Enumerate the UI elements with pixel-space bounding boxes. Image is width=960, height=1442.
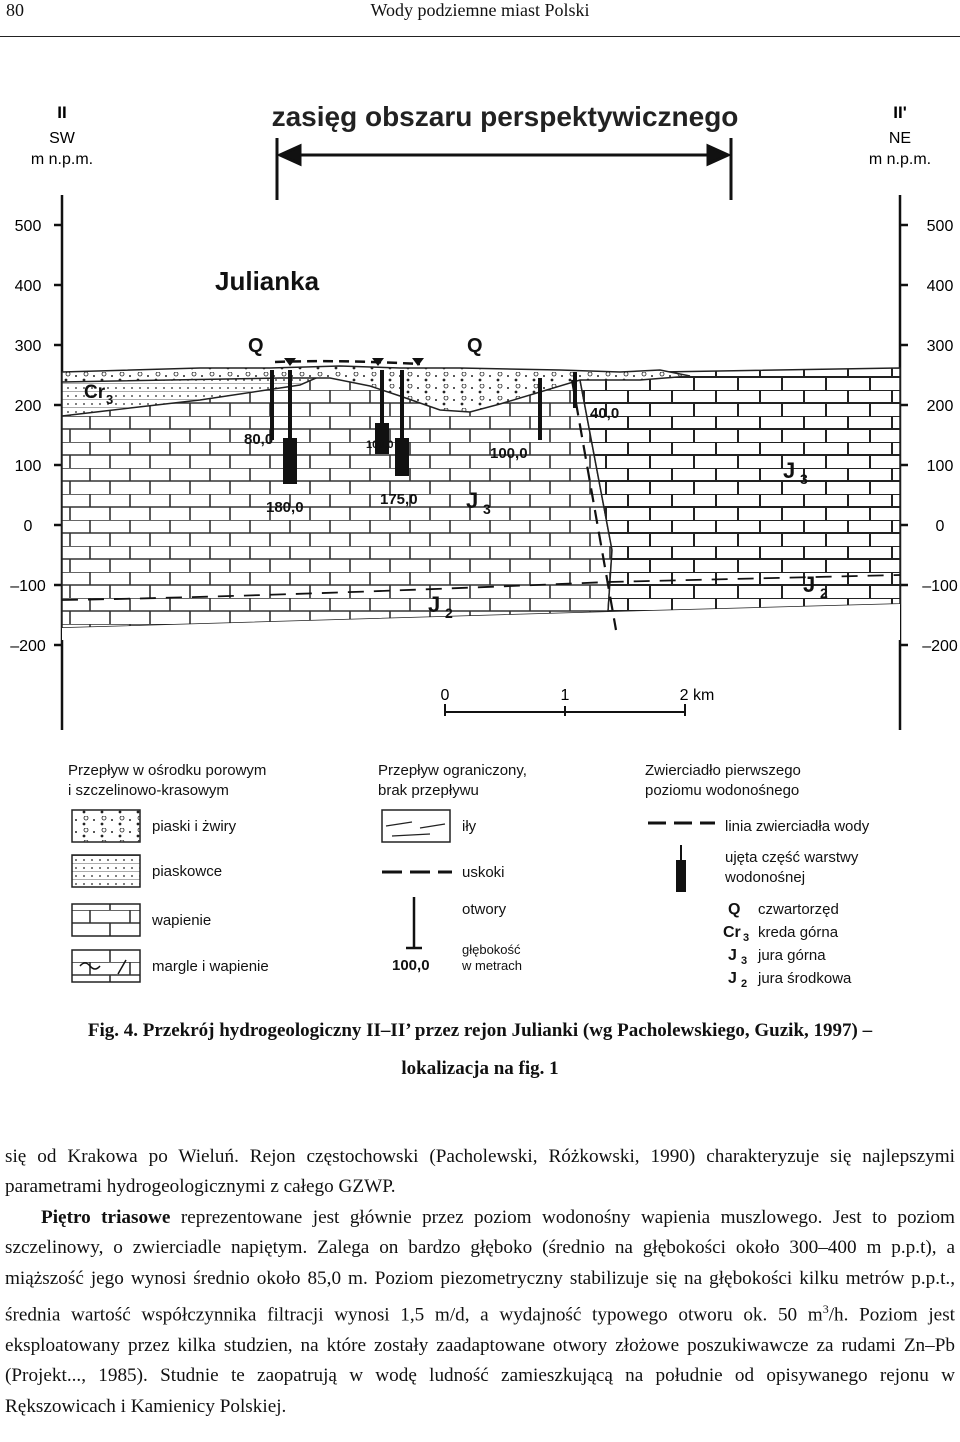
right-end-label: II' <box>893 103 907 122</box>
elevation-tick-label-right: 100 <box>926 458 954 475</box>
strat-sym-cr: Cr <box>723 924 741 941</box>
unit-label-j2-ne: J <box>803 572 816 597</box>
legend-col3-title-1: Zwierciadło pierwszego <box>645 762 801 779</box>
paragraph-2-text-b: /h. Poziom jest eksploatowany przez kilka studzien, na które zostały zaadaptowane otwory złożowe poszukiwawcze za rudami Zn–Pb (Projekt..., 1985). Studnie te zaopatrują w wodę ludność zamieszkującą na południe od opisywanego rejonu w Rększowicach i Kamienicy Polskiej. <box>5 1304 955 1417</box>
legend-item-clay: iły <box>462 818 477 835</box>
well-depth-6: 40,0 <box>590 405 620 422</box>
strat-sym-j2: J <box>728 970 737 987</box>
right-end-direction: NE <box>888 130 912 147</box>
unit-label-cr3-sub: 3 <box>106 392 114 407</box>
scale-bar <box>441 687 715 716</box>
unit-label-j2-sw-sub: 2 <box>445 605 453 621</box>
left-end-direction: SW <box>49 130 75 147</box>
elevation-tick-label-right: –200 <box>922 638 958 655</box>
strat-sym-j3: J <box>728 947 737 964</box>
unit-label-q-2: Q <box>467 335 483 357</box>
place-label: Julianka <box>215 266 320 296</box>
swatch-clay <box>382 810 450 842</box>
unit-label-j3-sw: J <box>466 488 479 513</box>
unit-label-j2-sw: J <box>428 592 441 617</box>
legend-col2-title-1: Przepływ ograniczony, <box>378 762 527 779</box>
elevation-tick-label-left: 400 <box>14 278 42 295</box>
legend-col3-title-2: poziomu wodonośnego <box>645 782 800 799</box>
paragraph-2-text-a: reprezentowane jest głównie przez poziom wodonośny wapienia muszlowego. Jest to poziom szczelinowy, o zwierciadle napiętym. Zalega on bardzo głęboko (średnio na głębokości około 300–400 m p.p.t), a miąższość jego wynosi średnio około 85,0 m. Poziom piezometryczny stabilizuje się na głębokości kilku metrów p.p.t., średnia wartość współczynnika filtracji wynosi 1,5 m/d, a wydajność typowego otworu ok. 50 m <box>5 1206 955 1326</box>
geological-section <box>62 358 900 640</box>
elevation-tick-label-right: 0 <box>935 518 945 535</box>
elevation-tick-label-left: 0 <box>23 518 33 535</box>
strat-sub-j3: 3 <box>741 955 748 967</box>
unit-label-j3-sw-sub: 3 <box>483 501 491 517</box>
extent-arrow <box>277 138 731 200</box>
strat-name-cr: kreda górna <box>758 924 839 941</box>
caption-line-2: lokalizacja na fig. 1 <box>401 1058 559 1079</box>
strat-name-q: czwartorzęd <box>758 901 839 918</box>
well-depth-2: 180,0 <box>266 499 304 516</box>
elevation-tick-label-right: 400 <box>926 278 954 295</box>
strat-sym-q: Q <box>728 901 741 918</box>
extent-label: zasięg obszaru perspektywicznego <box>271 101 739 132</box>
unit-label-j3-ne: J <box>783 458 796 483</box>
strat-name-j2: jura środkowa <box>758 970 852 987</box>
well-depth-3: 100,0 <box>366 439 394 451</box>
legend-item-borehole: otwory <box>462 901 507 918</box>
elevation-tick-label-right: 500 <box>926 218 954 235</box>
left-end-unit: m n.p.m. <box>30 151 94 168</box>
legend-col1-title-2: i szczelinowo-krasowym <box>68 782 229 799</box>
paragraph-2 <box>5 1203 955 1422</box>
swatch-sandstone <box>72 855 140 887</box>
well-depth-1: 80,0 <box>244 431 274 448</box>
body-text <box>5 1142 955 1422</box>
elevation-tick-label-left: –200 <box>10 638 46 655</box>
unit-label-q-1: Q <box>248 335 264 357</box>
legend-depth-example: 100,0 <box>392 957 430 974</box>
caption-line-1: Fig. 4. Przekrój hydrogeologiczny II–II’ przez rejon Julianki (wg Pacholewskiego, Guzik, 1997) – <box>87 1020 873 1041</box>
legend-depth-line1: głębokość <box>462 942 521 957</box>
running-title: Wody podziemne miast Polski <box>370 0 590 20</box>
elevation-tick-label-left: –100 <box>10 578 46 595</box>
legend-item-sand: piaski i żwiry <box>152 818 237 835</box>
elevation-tick-label-left: 500 <box>14 218 42 235</box>
scale-tick-0: 0 <box>440 687 450 704</box>
right-end-unit: m n.p.m. <box>868 151 932 168</box>
legend <box>68 762 870 990</box>
paragraph-2-sup: 3 <box>822 1302 829 1317</box>
elevation-tick-label-right: –100 <box>922 578 958 595</box>
well-depth-5: 100,0 <box>490 445 528 462</box>
legend-col1-title-1: Przepływ w ośrodku porowym <box>68 762 267 779</box>
unit-label-j2-ne-sub: 2 <box>820 585 828 601</box>
legend-water-table: linia zwierciadła wody <box>725 818 870 835</box>
strat-name-j3: jura górna <box>758 947 826 964</box>
paragraph-2-heading: Piętro triasowe <box>41 1206 171 1228</box>
legend-depth-line2: w metrach <box>462 958 522 973</box>
strat-sub-cr: 3 <box>743 932 750 944</box>
figure-caption <box>0 1012 960 1088</box>
legend-captured-1: ujęta część warstwy <box>725 849 859 866</box>
elevation-tick-label-right: 300 <box>926 338 954 355</box>
legend-item-sandstone: piaskowce <box>152 863 223 880</box>
swatch-limestone <box>72 904 140 936</box>
well-depth-4: 175,0 <box>380 491 418 508</box>
elevation-tick-label-right: 200 <box>926 398 954 415</box>
scale-tick-2: 2 km <box>679 687 715 704</box>
legend-captured-2: wodonośnej <box>725 869 806 886</box>
swatch-marl-limestone <box>72 950 140 982</box>
unit-label-j3-ne-sub: 3 <box>800 471 808 487</box>
legend-item-marl: margle i wapienie <box>152 958 269 975</box>
legend-col2-title-2: brak przepływu <box>378 782 479 799</box>
elevation-tick-label-left: 300 <box>14 338 42 355</box>
elevation-tick-label-left: 200 <box>14 398 42 415</box>
unit-label-cr3: Cr <box>84 382 106 403</box>
elevation-tick-label-left: 100 <box>14 458 42 475</box>
left-end-label: II <box>57 103 67 122</box>
page-number: 80 <box>6 0 24 20</box>
legend-item-fault: uskoki <box>462 864 505 881</box>
scale-tick-1: 1 <box>560 687 570 704</box>
swatch-sand-gravel <box>72 810 140 842</box>
legend-item-limestone: wapienie <box>152 912 212 929</box>
strat-sub-j2: 2 <box>741 978 748 990</box>
paragraph-1: się od Krakowa po Wieluń. Rejon częstochowski (Pacholewski, Różkowski, 1990) charakteryzuje się najlepszymi parametrami hydrogeologicznymi z całego GZWP. <box>5 1146 955 1198</box>
